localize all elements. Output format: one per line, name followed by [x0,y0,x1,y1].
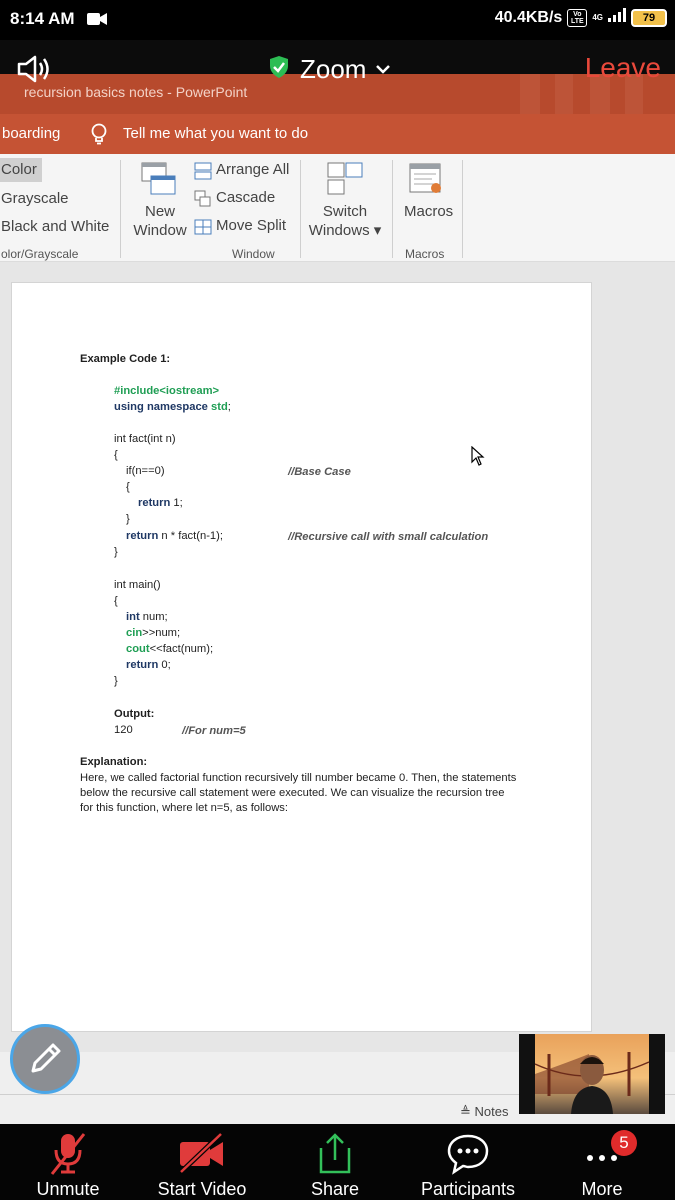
code-line: { [126,481,130,493]
ppt-tab-bar [0,114,675,154]
speaker-icon[interactable] [16,54,52,89]
output-value: 120 [114,724,133,736]
macros-button[interactable]: Macros [404,203,454,220]
document-page [11,282,592,1032]
share-screen-icon [315,1130,355,1181]
group-label-macros: Macros [405,247,445,261]
divider [120,160,121,258]
chevron-down-icon [376,61,390,79]
code-token: ; [227,401,231,413]
zoom-toolbar [0,1124,675,1200]
divider [300,160,301,258]
code-comment: //Base Case [288,466,351,478]
new-window-label-2: Window [133,222,187,239]
pencil-icon [13,1027,77,1091]
signal-icon [608,8,626,27]
code-line [126,610,168,625]
participant-video-thumbnail[interactable] [519,1034,665,1114]
cascade-button[interactable]: Cascade [216,189,276,206]
new-window-button[interactable] [130,202,190,240]
lightbulb-icon [90,123,108,149]
macros-icon [408,162,444,200]
group-label-window: Window [232,247,275,261]
code-line: } [114,546,118,558]
code-line-include: #include<iostream> [114,385,220,397]
code-line [126,658,171,673]
switch-windows-label-2: Windows [308,222,370,239]
code-token: cout [126,643,150,655]
leave-button[interactable]: Leave [584,52,661,83]
notes-label: Notes [474,1104,509,1119]
black-white-button[interactable]: Black and White [1,218,110,235]
code-token: 1; [170,497,183,509]
chat-bubble-icon [446,1130,490,1181]
status-bar [0,0,675,40]
explanation-text: Here, we called factorial function recursively till number became 0. Then, the statements below the recursive call statement were executed. We can visualize the recursion tree for this function, where let n=5, as follows: [80,772,517,814]
notification-badge: 5 [611,1130,637,1156]
notes-icon: ≜ [460,1104,475,1119]
color-button[interactable] [0,158,42,182]
zoom-title: Zoom [300,54,367,84]
move-split-icon [194,218,212,240]
output-label: Output: [114,708,155,720]
tab-storyboarding[interactable]: boarding [2,125,61,142]
battery-icon: 79 [631,9,667,27]
code-line: if(n==0) [126,465,165,477]
switch-windows-button[interactable] [305,202,385,240]
notes-button[interactable] [460,1104,508,1120]
code-token: >>num; [142,627,181,639]
code-line: { [114,595,118,607]
status-indicators [495,8,667,27]
code-line-namespace [114,400,231,415]
code-token: return [126,659,159,671]
muted-microphone-icon [46,1130,90,1181]
participants-label: Participants [420,1179,516,1199]
grayscale-button[interactable]: Grayscale [1,190,69,207]
switch-windows-label-1: Switch [322,203,368,220]
new-window-icon [141,162,177,200]
volte-icon: Vo LTE [567,9,587,27]
more-button[interactable] [542,1124,662,1200]
slide-area [0,262,675,1052]
new-window-label-1: New [144,203,175,220]
explanation-label: Explanation: [80,756,148,768]
ppt-window-title: recursion basics notes - PowerPoint [24,84,248,100]
code-comment: //Recursive call with small calculation [288,531,489,543]
participant-video-image [519,1034,665,1114]
more-label: More [581,1179,623,1199]
status-time: 8:14 AM [10,9,75,28]
code-token: return [138,497,171,509]
video-camera-icon [87,12,107,31]
start-video-button[interactable] [142,1124,262,1200]
code-line: { [114,449,118,461]
divider [462,160,463,258]
share-label: Share [310,1179,360,1199]
code-line [126,529,223,544]
video-off-icon [177,1130,227,1181]
output-comment: //For num=5 [182,725,246,737]
unmute-label: Unmute [36,1179,100,1199]
switch-windows-icon [327,162,363,200]
code-line [126,626,180,641]
dropdown-caret-icon: ▾ [369,222,382,239]
code-line [138,496,183,511]
code-token: std [211,401,228,413]
cascade-icon [194,190,212,212]
code-line: int fact(int n) [114,433,176,445]
code-token: int [126,611,140,623]
code-line: int main() [114,579,161,591]
tell-me-search[interactable]: Tell me what you want to do [123,125,309,142]
color-label: Color [1,161,37,178]
code-line: } [114,675,118,687]
code-token: cin [126,627,143,639]
arrange-all-icon [194,162,212,184]
arrange-all-button[interactable]: Arrange All [216,161,290,178]
start-video-label: Start Video [157,1179,247,1199]
share-button[interactable] [275,1124,395,1200]
group-label-color: olor/Grayscale [1,247,79,261]
code-token: 0; [158,659,171,671]
divider [392,160,393,258]
zoom-title-dropdown[interactable] [268,54,390,85]
code-token: n * fact(n-1); [158,530,223,542]
mouse-cursor-icon [471,446,485,471]
participants-button[interactable] [408,1124,528,1200]
shield-check-icon [268,55,290,84]
unmute-button[interactable] [8,1124,128,1200]
code-token: return [126,530,159,542]
net-speed: 40.4KB/s [494,8,563,26]
network-type: 4G [592,12,603,22]
annotate-pen-button[interactable] [10,1024,80,1094]
code-token: num; [139,611,168,623]
code-line: } [126,513,130,525]
code-token: using namespace [114,401,211,413]
code-heading: Example Code 1: [80,353,171,365]
code-token: <<fact(num); [149,643,214,655]
ribbon-view [0,154,675,262]
move-split-button[interactable]: Move Split [216,217,287,234]
code-line [126,642,213,657]
